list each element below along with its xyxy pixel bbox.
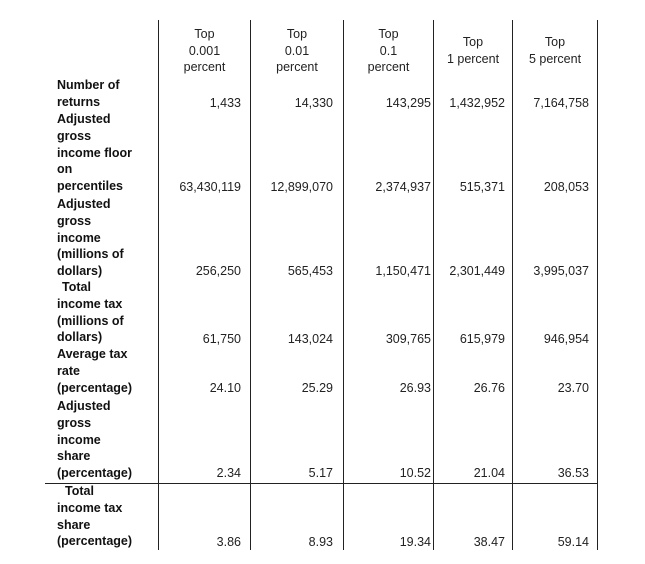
table-cell: 24.10 [209, 381, 241, 395]
column-header-line: Top [462, 35, 484, 49]
table-cell: 309,765 [385, 332, 431, 346]
table-cell: 59.14 [557, 535, 589, 549]
column-divider [433, 20, 434, 550]
table-cell: 26.76 [473, 381, 505, 395]
column-header-line: 5 percent [528, 51, 582, 66]
row-label-line: on [57, 162, 73, 177]
row-label-line: rate [57, 363, 80, 378]
row-label-line: income [57, 230, 101, 245]
table-cell: 19.34 [399, 535, 431, 549]
column-header [344, 26, 433, 76]
row-label [57, 196, 124, 280]
table-cell: 615,979 [459, 332, 505, 346]
row-label [57, 483, 132, 550]
column-header [434, 34, 512, 67]
table-cell: 3.86 [216, 535, 241, 549]
table-cell: 21.04 [473, 466, 505, 480]
row-label-line: gross [57, 128, 92, 143]
table-cell: 2,374,937 [375, 180, 431, 194]
row-label [57, 346, 132, 396]
row-label-line: income [57, 432, 101, 447]
column-header [513, 34, 597, 67]
table-cell: 515,371 [459, 180, 505, 194]
row-label-line: share [57, 517, 91, 532]
table-cell: 565,453 [287, 264, 333, 278]
table-cell: 36.53 [557, 466, 589, 480]
table-cell: 5.17 [308, 466, 333, 480]
table-cell: 3,995,037 [533, 264, 589, 278]
row-label-line: income tax [57, 500, 123, 515]
row-label-line: (percentage) [57, 534, 133, 549]
table-cell: 23.70 [557, 381, 589, 395]
column-header [159, 26, 250, 76]
row-label-line: Adjusted [57, 399, 111, 413]
column-header [251, 26, 343, 76]
column-header-line: percent [183, 60, 226, 74]
table-cell: 61,750 [202, 332, 241, 346]
table-cell: 256,250 [195, 264, 241, 278]
row-label [57, 111, 132, 195]
column-header-line: 1 percent [446, 51, 500, 66]
row-label-line: dollars) [57, 264, 103, 279]
table-cell: 1,150,471 [375, 264, 431, 278]
column-header-line: percent [276, 60, 318, 74]
column-divider [158, 20, 159, 550]
column-divider [512, 20, 513, 550]
row-label-line: share [57, 449, 91, 464]
column-header-line: Top [544, 35, 566, 49]
row-label-line: Total [62, 280, 91, 294]
row-label-line: dollars) [57, 330, 103, 345]
column-header-line: Top [286, 27, 308, 41]
table-cell: 1,432,952 [449, 96, 505, 110]
table-cell: 2.34 [216, 466, 241, 480]
row-label-line: income tax [57, 296, 123, 311]
table-cell: 143,295 [385, 96, 431, 110]
column-header-line: Top [194, 27, 215, 41]
table-cell: 10.52 [399, 466, 431, 480]
column-header-line: Top [378, 27, 399, 41]
table-cell: 1,433 [209, 96, 241, 110]
row-label-line: returns [57, 94, 101, 109]
column-header-line: 0.01 [284, 43, 310, 58]
row-label-line: Average tax [57, 347, 128, 361]
row-label-line: (millions of [57, 247, 124, 262]
column-header-line: 0.1 [379, 43, 398, 58]
row-label-line: percentiles [57, 179, 124, 194]
column-header-line: 0.001 [188, 43, 221, 58]
table-cell: 63,430,119 [179, 180, 241, 194]
column-divider [597, 20, 598, 550]
row-label-line: income floor [57, 145, 133, 160]
row-label [57, 77, 120, 111]
column-divider [250, 20, 251, 550]
table-cell: 8.93 [308, 535, 333, 549]
row-label-line: Number of [57, 78, 120, 92]
row-label-line: gross [57, 415, 92, 430]
row-label-line: (millions of [57, 313, 124, 328]
table-cell: 38.47 [473, 535, 505, 549]
row-label-line: Total [65, 484, 94, 498]
row-label-line: gross [57, 213, 92, 228]
table-cell: 143,024 [287, 332, 333, 346]
row-label-line: Adjusted [57, 197, 111, 211]
table-cell: 25.29 [301, 381, 333, 395]
table-cell: 26.93 [399, 381, 431, 395]
row-label [57, 398, 132, 482]
table-cell: 946,954 [543, 332, 589, 346]
table-cell: 208,053 [543, 180, 589, 194]
table-cell: 14,330 [294, 96, 333, 110]
column-header-line: percent [367, 60, 410, 74]
row-label-line: (percentage) [57, 380, 133, 395]
row-label-line: (percentage) [57, 466, 133, 481]
column-divider [343, 20, 344, 550]
table-cell: 12,899,070 [270, 180, 333, 194]
row-label [57, 279, 124, 346]
table-cell: 7,164,758 [533, 96, 589, 110]
table-cell: 2,301,449 [449, 264, 505, 278]
row-label-line: Adjusted [57, 112, 111, 126]
